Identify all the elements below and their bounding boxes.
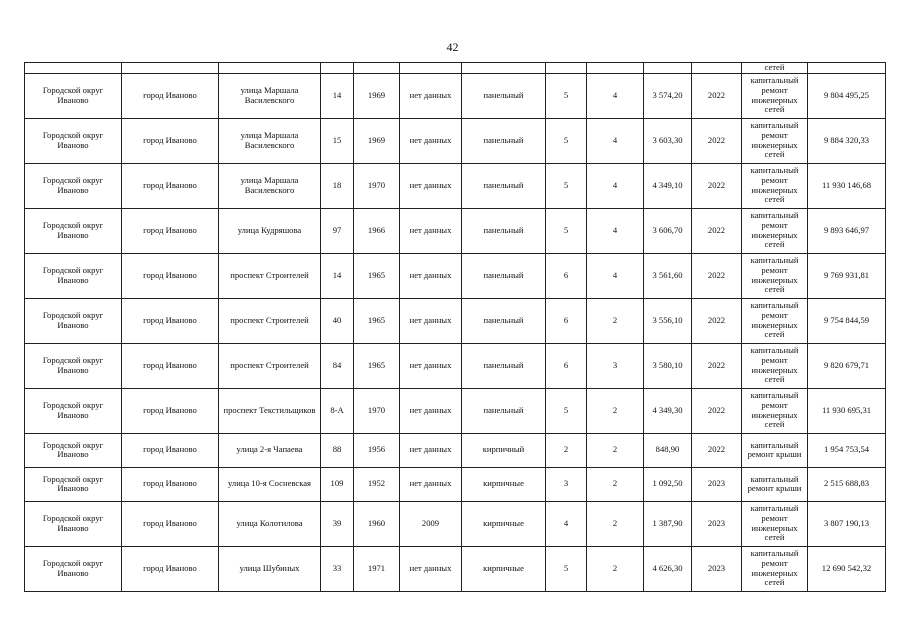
cell-year-built: 1966: [354, 208, 400, 253]
cell-year-built: 1971: [354, 546, 400, 591]
cell-year-built: 1960: [354, 501, 400, 546]
cell-street: проспект Строителей: [219, 343, 321, 388]
table-row: [25, 298, 886, 343]
cell-year-built: 1965: [354, 343, 400, 388]
cell-year-built: 1970: [354, 163, 400, 208]
cell-work-type: капитальный ремонт инженерных сетей: [742, 253, 808, 298]
cell-street: проспект Строителей: [219, 298, 321, 343]
cell-area: 848,90: [644, 433, 692, 467]
cell-entrances: 4: [587, 208, 644, 253]
cell-plan-year: 2023: [692, 467, 742, 501]
cell-year-built: 1956: [354, 433, 400, 467]
cell-entrances: 2: [587, 467, 644, 501]
cell-year-built: 1970: [354, 388, 400, 433]
cell-entrances: 4: [587, 118, 644, 163]
cell-floors: 3: [546, 467, 587, 501]
cell-area: 4 626,30: [644, 546, 692, 591]
cell-area: 3 580,10: [644, 343, 692, 388]
cell-floors: 6: [546, 343, 587, 388]
cell-municipality: Городской округ Иваново: [25, 298, 122, 343]
cell-settlement: город Иваново: [122, 118, 219, 163]
cell-municipality: Городской округ Иваново: [25, 467, 122, 501]
cell-street: проспект Текстильщиков: [219, 388, 321, 433]
table-row: [25, 343, 886, 388]
cell-work-type: сетей: [742, 63, 808, 74]
cell-plan-year: 2022: [692, 388, 742, 433]
table-row: [25, 163, 886, 208]
cell-street: улица Кудряшова: [219, 208, 321, 253]
cell-plan-year: 2022: [692, 208, 742, 253]
cell-floors: 5: [546, 118, 587, 163]
cell-floors: [546, 63, 587, 74]
cell-overhaul-year: нет данных: [400, 163, 462, 208]
cell-plan-year: 2022: [692, 298, 742, 343]
cell-floors: 2: [546, 433, 587, 467]
cell-house: [321, 63, 354, 74]
cell-overhaul-year: нет данных: [400, 208, 462, 253]
cell-entrances: [587, 63, 644, 74]
cell-entrances: 2: [587, 298, 644, 343]
cell-house: 84: [321, 343, 354, 388]
cell-cost: 1 954 753,54: [808, 433, 886, 467]
cell-plan-year: 2022: [692, 433, 742, 467]
cell-work-type: капитальный ремонт крыши: [742, 467, 808, 501]
cell-wall-material: панельный: [462, 73, 546, 118]
cell-entrances: 3: [587, 343, 644, 388]
cell-year-built: 1952: [354, 467, 400, 501]
cell-house: 39: [321, 501, 354, 546]
cell-municipality: Городской округ Иваново: [25, 433, 122, 467]
cell-year-built: 1969: [354, 73, 400, 118]
cell-cost: 9 820 679,71: [808, 343, 886, 388]
cell-municipality: Городской округ Иваново: [25, 208, 122, 253]
cell-overhaul-year: 2009: [400, 501, 462, 546]
cell-entrances: 4: [587, 73, 644, 118]
cell-area: 3 561,60: [644, 253, 692, 298]
cell-house: 14: [321, 253, 354, 298]
cell-floors: 5: [546, 73, 587, 118]
continuation-row: [25, 63, 886, 74]
cell-house: 18: [321, 163, 354, 208]
cell-house: 14: [321, 73, 354, 118]
cell-area: 3 556,10: [644, 298, 692, 343]
cell-work-type: капитальный ремонт инженерных сетей: [742, 118, 808, 163]
cell-wall-material: панельный: [462, 118, 546, 163]
cell-plan-year: 2023: [692, 501, 742, 546]
cell-municipality: Городской округ Иваново: [25, 163, 122, 208]
cell-floors: 6: [546, 253, 587, 298]
cell-street: улица Шубиных: [219, 546, 321, 591]
cell-floors: 5: [546, 388, 587, 433]
cell-cost: [808, 63, 886, 74]
cell-municipality: [25, 63, 122, 74]
cell-street: проспект Строителей: [219, 253, 321, 298]
cell-year-built: 1965: [354, 298, 400, 343]
cell-street: улица Маршала Василевского: [219, 73, 321, 118]
cell-plan-year: 2022: [692, 163, 742, 208]
cell-cost: 2 515 688,83: [808, 467, 886, 501]
cell-cost: 11 930 146,68: [808, 163, 886, 208]
cell-municipality: Городской округ Иваново: [25, 73, 122, 118]
cell-municipality: Городской округ Иваново: [25, 343, 122, 388]
cell-street: [219, 63, 321, 74]
cell-settlement: город Иваново: [122, 73, 219, 118]
cell-house: 8-А: [321, 388, 354, 433]
cell-area: 4 349,10: [644, 163, 692, 208]
cell-street: улица Маршала Василевского: [219, 118, 321, 163]
cell-work-type: капитальный ремонт инженерных сетей: [742, 208, 808, 253]
cell-area: 3 574,20: [644, 73, 692, 118]
table-body: [25, 63, 886, 592]
cell-wall-material: панельный: [462, 208, 546, 253]
cell-settlement: город Иваново: [122, 388, 219, 433]
cell-wall-material: панельный: [462, 298, 546, 343]
cell-floors: 6: [546, 298, 587, 343]
cell-overhaul-year: нет данных: [400, 298, 462, 343]
cell-entrances: 4: [587, 253, 644, 298]
cell-cost: 12 690 542,32: [808, 546, 886, 591]
cell-wall-material: кирпичные: [462, 546, 546, 591]
cell-cost: 9 893 646,97: [808, 208, 886, 253]
cell-plan-year: 2022: [692, 118, 742, 163]
cell-municipality: Городской округ Иваново: [25, 388, 122, 433]
cell-settlement: город Иваново: [122, 253, 219, 298]
cell-work-type: капитальный ремонт инженерных сетей: [742, 163, 808, 208]
table-row: [25, 73, 886, 118]
table-row: [25, 118, 886, 163]
cell-cost: 9 804 495,25: [808, 73, 886, 118]
cell-settlement: город Иваново: [122, 298, 219, 343]
cell-entrances: 2: [587, 501, 644, 546]
cell-area: 1 387,90: [644, 501, 692, 546]
cell-overhaul-year: [400, 63, 462, 74]
cell-street: улица Колотилова: [219, 501, 321, 546]
cell-cost: 9 754 844,59: [808, 298, 886, 343]
housing-overhaul-table: [24, 62, 886, 592]
cell-municipality: Городской округ Иваново: [25, 253, 122, 298]
cell-work-type: капитальный ремонт инженерных сетей: [742, 546, 808, 591]
cell-entrances: 2: [587, 433, 644, 467]
table-row: [25, 546, 886, 591]
table-row: [25, 467, 886, 501]
cell-cost: 9 884 320,33: [808, 118, 886, 163]
cell-cost: 11 930 695,31: [808, 388, 886, 433]
cell-wall-material: панельный: [462, 253, 546, 298]
cell-house: 109: [321, 467, 354, 501]
cell-plan-year: 2022: [692, 73, 742, 118]
cell-year-built: [354, 63, 400, 74]
cell-entrances: 4: [587, 163, 644, 208]
cell-overhaul-year: нет данных: [400, 253, 462, 298]
cell-work-type: капитальный ремонт крыши: [742, 433, 808, 467]
cell-floors: 5: [546, 546, 587, 591]
cell-street: улица 2-я Чапаева: [219, 433, 321, 467]
cell-work-type: капитальный ремонт инженерных сетей: [742, 298, 808, 343]
cell-cost: 9 769 931,81: [808, 253, 886, 298]
cell-overhaul-year: нет данных: [400, 118, 462, 163]
cell-overhaul-year: нет данных: [400, 388, 462, 433]
cell-municipality: Городской округ Иваново: [25, 501, 122, 546]
cell-settlement: город Иваново: [122, 501, 219, 546]
table-row: [25, 253, 886, 298]
cell-work-type: капитальный ремонт инженерных сетей: [742, 388, 808, 433]
cell-wall-material: [462, 63, 546, 74]
cell-overhaul-year: нет данных: [400, 546, 462, 591]
cell-work-type: капитальный ремонт инженерных сетей: [742, 343, 808, 388]
table-row: [25, 388, 886, 433]
cell-entrances: 2: [587, 388, 644, 433]
cell-wall-material: кирпичные: [462, 467, 546, 501]
cell-area: [644, 63, 692, 74]
cell-overhaul-year: нет данных: [400, 73, 462, 118]
cell-wall-material: панельный: [462, 163, 546, 208]
cell-wall-material: кирпичный: [462, 433, 546, 467]
cell-floors: 5: [546, 163, 587, 208]
cell-street: улица Маршала Василевского: [219, 163, 321, 208]
cell-house: 15: [321, 118, 354, 163]
cell-overhaul-year: нет данных: [400, 433, 462, 467]
cell-street: улица 10-я Сосневская: [219, 467, 321, 501]
cell-year-built: 1969: [354, 118, 400, 163]
cell-entrances: 2: [587, 546, 644, 591]
cell-house: 88: [321, 433, 354, 467]
cell-municipality: Городской округ Иваново: [25, 118, 122, 163]
table-row: [25, 501, 886, 546]
cell-wall-material: панельный: [462, 388, 546, 433]
cell-area: 3 603,30: [644, 118, 692, 163]
cell-area: 3 606,70: [644, 208, 692, 253]
cell-settlement: город Иваново: [122, 343, 219, 388]
cell-wall-material: панельный: [462, 343, 546, 388]
cell-plan-year: 2022: [692, 253, 742, 298]
cell-work-type: капитальный ремонт инженерных сетей: [742, 73, 808, 118]
cell-floors: 5: [546, 208, 587, 253]
cell-settlement: город Иваново: [122, 208, 219, 253]
cell-plan-year: 2023: [692, 546, 742, 591]
cell-settlement: город Иваново: [122, 546, 219, 591]
page-number: 42: [446, 40, 459, 54]
cell-house: 97: [321, 208, 354, 253]
cell-cost: 3 807 190,13: [808, 501, 886, 546]
cell-plan-year: 2022: [692, 343, 742, 388]
cell-settlement: город Иваново: [122, 163, 219, 208]
cell-year-built: 1965: [354, 253, 400, 298]
cell-floors: 4: [546, 501, 587, 546]
cell-house: 40: [321, 298, 354, 343]
cell-settlement: город Иваново: [122, 467, 219, 501]
cell-area: 1 092,50: [644, 467, 692, 501]
cell-wall-material: кирпичные: [462, 501, 546, 546]
cell-settlement: город Иваново: [122, 433, 219, 467]
cell-work-type: капитальный ремонт инженерных сетей: [742, 501, 808, 546]
cell-plan-year: [692, 63, 742, 74]
cell-overhaul-year: нет данных: [400, 343, 462, 388]
table-row: [25, 433, 886, 467]
table-row: [25, 208, 886, 253]
cell-settlement: [122, 63, 219, 74]
cell-overhaul-year: нет данных: [400, 467, 462, 501]
cell-municipality: Городской округ Иваново: [25, 546, 122, 591]
cell-house: 33: [321, 546, 354, 591]
cell-area: 4 349,30: [644, 388, 692, 433]
